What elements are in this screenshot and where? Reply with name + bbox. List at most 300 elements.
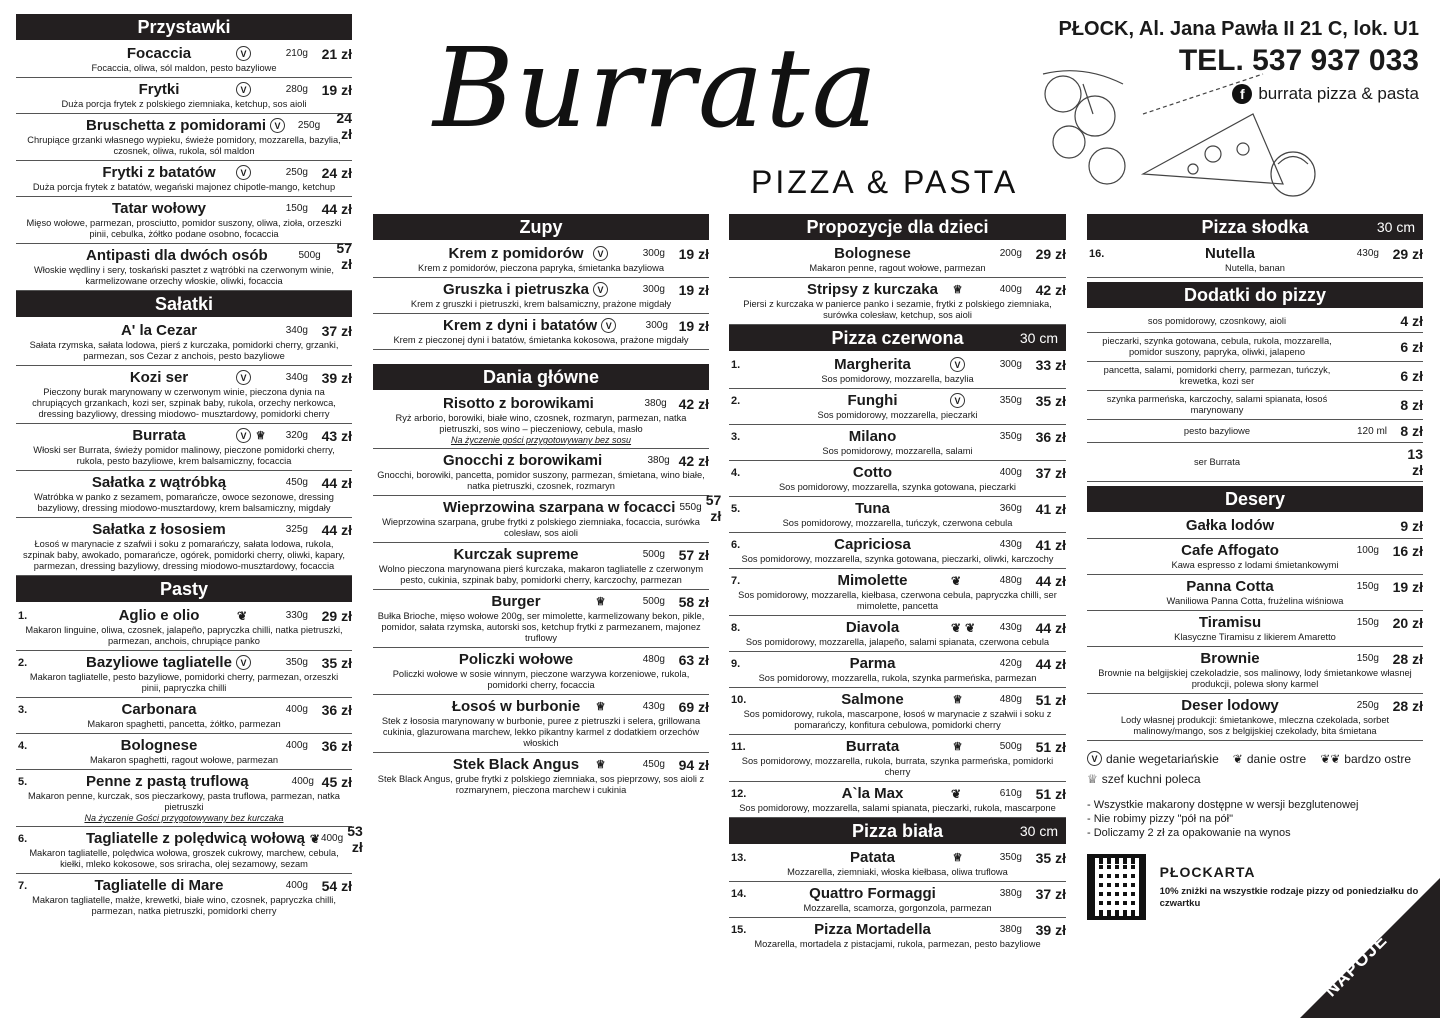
item-description: Chrupiące grzanki własnego wypieku, świeże pomidory, mozzarella, bazylia, czosnek, oliwa, rukola, sól maldon [27, 135, 341, 156]
menu-item[interactable] [16, 197, 352, 244]
menu-item[interactable] [729, 242, 1066, 278]
item-name: Tagliatelle z polędwicą wołową [86, 830, 305, 847]
item-weight: 150g [1356, 653, 1379, 664]
legend-vege [1087, 751, 1219, 766]
menu-item[interactable] [16, 822, 363, 874]
item-weight: 420g [999, 658, 1022, 669]
item-name: Sałatka z łososiem [92, 521, 226, 538]
addon-row[interactable] [1087, 420, 1423, 443]
legend-vege-label: danie wegetariańskie [1106, 751, 1219, 766]
item-price: 57 zł [336, 239, 352, 272]
section-header [1087, 282, 1423, 308]
item-number: 15. [731, 923, 747, 936]
menu-item[interactable] [729, 353, 1066, 389]
item-weight: 480g [642, 654, 665, 665]
addon-price: 8 zł [1400, 423, 1423, 439]
menu-item-row [373, 697, 709, 716]
vege-icon: V [236, 165, 251, 180]
addon-row[interactable] [1087, 333, 1423, 362]
menu-item[interactable] [729, 425, 1066, 461]
menu-item-row [16, 321, 352, 340]
item-weight: 250g [1356, 700, 1379, 711]
section-title: Desery [1224, 488, 1286, 509]
item-icons [950, 692, 986, 707]
item-price: 44 zł [1035, 619, 1066, 636]
item-price: 44 zł [321, 200, 352, 217]
item-weight: 250g [297, 120, 321, 131]
item-description: Sos pomidorowy, mozzarella, tuńczyk, czerwona cebula [782, 518, 1013, 528]
item-name: Bruschetta z pomidorami [86, 117, 267, 134]
item-description: Pieczony burak marynowany w czerwonym winie, pieczona dynia na chrupiących grzankach, kozi ser, szpinak baby, rukola, orzechy nerkowca, dressing bazyliowy, dressing miodowo- musztardowy, pomidorki cherry [32, 387, 336, 419]
item-price: 41 zł [1035, 500, 1066, 517]
addon-description: szynka parmeńska, karczochy, salami spianata, łosoś marynowany [1106, 394, 1328, 415]
section-title: Przystawki [137, 16, 231, 37]
item-name: Patata [849, 849, 896, 866]
item-price: 19 zł [321, 81, 352, 98]
item-icons [593, 594, 629, 609]
menu-item[interactable] [16, 239, 352, 291]
item-number: 5. [18, 775, 28, 788]
item-icons [236, 370, 272, 385]
menu-item[interactable] [16, 518, 352, 576]
item-icons [236, 46, 272, 61]
item-name: Burger [491, 593, 541, 610]
menu-item[interactable] [1087, 647, 1423, 694]
vege-icon: V [236, 370, 251, 385]
menu-item[interactable] [373, 543, 709, 590]
menu-item[interactable] [1087, 694, 1423, 741]
item-price: 53 zł [347, 822, 363, 855]
item-number: 8. [731, 621, 741, 634]
menu-item-row [373, 491, 722, 524]
item-number: 5. [731, 502, 741, 515]
item-name: Krem z dyni i batatów [443, 317, 598, 334]
item-icons [950, 739, 986, 754]
item-description: Sos pomidorowy, mozzarella, szynka gotowana, pieczarki [778, 482, 1016, 492]
addon-description: pieczarki, szynka gotowana, cebula, rukola, mozzarella, pomidor suszony, papryka, oliwki, jalapeno [1102, 336, 1332, 357]
menu-item[interactable] [373, 314, 709, 350]
menu-item-row [729, 355, 1066, 374]
menu-item[interactable] [1087, 575, 1423, 611]
menu-item[interactable] [373, 392, 709, 449]
item-price: 42 zł [678, 395, 709, 412]
item-description: Focaccia, oliwa, sól maldon, pesto bazyliowe [91, 63, 277, 73]
menu-item[interactable] [373, 242, 709, 278]
item-price: 51 zł [1035, 691, 1066, 708]
menu-item[interactable] [729, 616, 1066, 652]
menu-item[interactable] [16, 42, 352, 78]
item-weight: 350g [285, 657, 308, 668]
item-description: Makaron penne, ragout wołowe, parmezan [809, 263, 986, 273]
item-description: Sos pomidorowy, mozzarella, bazylia [821, 374, 974, 384]
item-name: Sałatka z wątróbką [91, 474, 227, 491]
item-name: Mimolette [837, 572, 908, 589]
menu-item[interactable] [729, 497, 1066, 533]
item-weight: 380g [647, 455, 670, 466]
legend-chef [1087, 772, 1201, 786]
item-description: Makaron spaghetti, ragout wołowe, parmezan [89, 755, 279, 765]
item-description: Sos pomidorowy, mozzarella, pieczarki [817, 410, 978, 420]
qr-code[interactable] [1087, 854, 1146, 920]
section-size: 30 cm [1019, 823, 1058, 839]
menu-item[interactable] [16, 161, 352, 197]
item-name: Focaccia [126, 45, 192, 62]
menu-item[interactable] [729, 782, 1066, 818]
item-price: 29 zł [1035, 245, 1066, 262]
item-icons [950, 850, 986, 865]
item-description: Mozzarella, ziemniaki, włoska kiełbasa, oliwa truflowa [787, 867, 1008, 877]
item-weight: 250g [285, 167, 308, 178]
item-price: 24 zł [321, 164, 352, 181]
item-weight: 340g [285, 325, 308, 336]
addon-row[interactable] [1087, 362, 1423, 391]
menu-item[interactable] [16, 471, 352, 518]
item-price: 19 zł [1392, 578, 1423, 595]
menu-item-row [16, 473, 352, 492]
item-name: Quattro Formaggi [809, 885, 936, 902]
item-number: 6. [731, 538, 741, 551]
item-price: 35 zł [1035, 392, 1066, 409]
addon-row[interactable] [1087, 310, 1423, 333]
item-description: Stek Black Angus, grube frytki z polskiego ziemniaka, sos pieprzowy, sos aioli z rozmarynem, pieczona marchew i cukinia [377, 774, 705, 795]
item-description: Gnocchi, borowiki, pancetta, pomidor suszony, parmezan, śmietana, wino białe, natka pietruszki, czosnek, rozmaryn [377, 470, 705, 491]
menu-item-row [1087, 613, 1423, 632]
section-header [729, 818, 1066, 844]
item-weight: 400g [291, 776, 314, 787]
item-price: 54 zł [321, 877, 352, 894]
vege-icon: V [236, 428, 251, 443]
vege-icon: V [236, 46, 251, 61]
item-number: 1. [731, 358, 741, 371]
item-name: Cafe Affogato [1181, 542, 1279, 559]
menu-item-row [16, 239, 352, 272]
item-price: 51 zł [1035, 738, 1066, 755]
column-4 [1087, 214, 1423, 920]
menu-item[interactable] [16, 109, 352, 161]
item-name: Frytki z batatów [102, 164, 216, 181]
address: PŁOCK, Al. Jana Pawła II 21 C, lok. U1 [1058, 18, 1419, 40]
item-price: 57 zł [678, 546, 709, 563]
menu-item[interactable] [373, 278, 709, 314]
menu-item[interactable] [16, 366, 352, 424]
menu-item-row [729, 571, 1066, 590]
item-weight: 430g [999, 622, 1022, 633]
menu-item[interactable] [729, 569, 1066, 616]
item-description: Makaron tagliatelle, polędwica wołowa, groszek cukrowy, marchew, cebula, kiełki, mleko kokosowe, sos sriracha, olej sezamowy, sezam [29, 848, 339, 869]
section-header [373, 364, 709, 390]
menu-item[interactable] [373, 491, 722, 543]
menu-item-row [373, 316, 709, 335]
menu-item-row [373, 545, 709, 564]
legend-chef-label: szef kuchni poleca [1101, 772, 1201, 786]
item-description: Makaron penne, kurczak, sos pieczarkowy, pasta truflowa, parmezan, natka pietruszki [28, 791, 340, 812]
item-number: 10. [731, 693, 747, 706]
item-weight: 300g [999, 359, 1022, 370]
item-price: 44 zł [1035, 572, 1066, 589]
item-number: 2. [18, 656, 28, 669]
item-price: 44 zł [1035, 655, 1066, 672]
item-weight: 450g [285, 477, 308, 488]
section-header [729, 325, 1066, 351]
item-name: Brownie [1200, 650, 1260, 667]
item-price: 63 zł [678, 651, 709, 668]
legend-row [1087, 751, 1423, 766]
drinks-corner[interactable] [1300, 878, 1440, 1018]
item-weight: 380g [644, 398, 667, 409]
menu-item[interactable] [1087, 611, 1423, 647]
item-price: 57 zł [705, 491, 722, 524]
addon-row[interactable] [1087, 391, 1423, 420]
item-name: Bazyliowe tagliatelle [86, 654, 232, 671]
menu-item[interactable] [16, 770, 352, 827]
item-weight: 210g [285, 48, 308, 59]
menu-item-row [16, 606, 352, 625]
menu-item-row [729, 784, 1066, 803]
item-description: Makaron tagliatelle, małże, krewetki, białe wino, czosnek, papryczka chilli, parmezan, natka pietruszki, pomidorki cherry [32, 895, 336, 916]
menu-item[interactable] [729, 389, 1066, 425]
header [373, 14, 1423, 204]
item-icons [236, 428, 272, 443]
item-name: Bolognese [834, 245, 911, 262]
menu-item-row [16, 80, 352, 99]
chef-icon: ♕ [1087, 772, 1098, 786]
item-price: 21 zł [321, 45, 352, 62]
item-weight: 350g [999, 431, 1022, 442]
item-name: Risotto z borowikami [443, 395, 594, 412]
menu-item[interactable] [729, 461, 1066, 497]
item-description: Sos pomidorowy, mozzarella, szynka gotowana, pieczarki, oliwki, karczochy [741, 554, 1054, 564]
menu-item[interactable] [729, 652, 1066, 688]
menu-item[interactable] [16, 424, 352, 471]
menu-item-row [16, 772, 352, 791]
item-number: 1. [18, 609, 28, 622]
legend-hot-label: danie ostre [1246, 751, 1307, 766]
item-name: Burrata [845, 738, 900, 755]
chef-icon: ♕ [595, 759, 606, 771]
item-name: Aglio e olio [118, 607, 200, 624]
item-name: Nutella [1204, 245, 1255, 262]
addon-row[interactable] [1087, 443, 1423, 482]
food-sketch-illustration [1023, 54, 1323, 204]
menu-item[interactable] [729, 278, 1066, 325]
item-icons [950, 357, 986, 372]
vege-icon: V [601, 318, 616, 333]
menu-item[interactable] [16, 734, 352, 770]
item-weight: 300g [645, 320, 668, 331]
notes [1087, 798, 1423, 840]
menu-item-row [16, 199, 352, 218]
item-description: Policzki wołowe w sosie winnym, pieczone warzywa korzeniowe, rukola, pomidorki cherry, focaccia [392, 669, 690, 690]
item-number: 2. [731, 394, 741, 407]
item-price: 94 zł [678, 756, 709, 773]
item-icons [309, 831, 321, 846]
column-3 [729, 214, 1066, 953]
item-name: Bolognese [120, 737, 198, 754]
item-number: 7. [18, 879, 28, 892]
menu-item-row [729, 427, 1066, 446]
item-price: 37 zł [1035, 464, 1066, 481]
item-name: Gruszka i pietruszka [443, 281, 589, 298]
item-price: 16 zł [1392, 542, 1423, 559]
menu-item-row [16, 520, 352, 539]
menu-item[interactable] [373, 449, 709, 496]
menu-item-row [729, 391, 1066, 410]
item-name: Tuna [855, 500, 890, 517]
menu-item[interactable] [1087, 539, 1423, 575]
item-name: Pizza Mortadella [814, 921, 931, 938]
section-header [729, 214, 1066, 240]
phone-number[interactable]: TEL. 537 937 033 [1178, 44, 1419, 77]
addon-price: 13 zł [1407, 446, 1423, 478]
menu-item-row [1087, 649, 1423, 668]
item-price: 39 zł [321, 369, 352, 386]
menu-item[interactable] [373, 590, 709, 648]
note-line: - Doliczamy 2 zł za opakowanie na wynos [1087, 827, 1291, 839]
item-description: Sos pomidorowy, mozzarella, kiełbasa, czerwona cebula, papryczka chilli, ser mimolette, pancetta [738, 590, 1057, 611]
item-description: Lody własnej produkcji: śmietankowe, mleczna czekolada, sorbet malinowy/mango, sos z belgijskiej czekolady, bita śmietana [1120, 715, 1390, 736]
menu-item[interactable] [729, 918, 1066, 953]
addon-description: ser Burrata [1194, 456, 1240, 467]
item-name: Frytki [138, 81, 180, 98]
menu-item[interactable] [729, 735, 1066, 782]
item-description: Mięso wołowe, parmezan, prosciutto, pomidor suszony, oliwa, zioła, orzeszki pinii, cebulka, żółtko podane osobno, focaccia [26, 218, 342, 239]
menu-item[interactable] [729, 846, 1066, 882]
item-price: 19 zł [678, 317, 709, 334]
item-number: 9. [731, 657, 741, 670]
menu-item-row [16, 163, 352, 182]
chef-icon: ♕ [952, 694, 963, 706]
menu-item-row [373, 451, 709, 470]
item-name: Salmone [841, 691, 904, 708]
menu-item[interactable] [16, 874, 352, 920]
chili-icon: ❦ [950, 573, 962, 588]
menu-item-row [729, 280, 1066, 299]
menu-item[interactable] [16, 604, 352, 651]
menu-item-row [373, 650, 709, 669]
item-description: Łosoś w marynacie z szafwii i soku z pomarańczy, sałata lodowa, rukola, szpinak baby, awokado, pomarańcze, ogórek, pomidorki cherry, oliwki, kapary, parmezan, dressing bazyliowy, dressing miodowo-musztardowy, focaccia [23, 539, 345, 571]
vege-icon: V [950, 357, 965, 372]
section-title: Zupy [519, 216, 563, 237]
item-name: Antipasti dla dwóch osób [86, 247, 268, 264]
item-weight: 550g [679, 502, 702, 513]
item-weight: 330g [285, 610, 308, 621]
item-description: Kawa espresso z lodami śmietankowymi [1171, 560, 1339, 570]
item-price: 33 zł [1035, 356, 1066, 373]
menu-item[interactable] [373, 695, 709, 753]
menu-item[interactable] [729, 688, 1066, 735]
legend-hot [1233, 752, 1306, 766]
item-name: Kurczak supreme [453, 546, 579, 563]
item-price: 42 zł [678, 452, 709, 469]
menu-item-row [729, 737, 1066, 756]
menu-item[interactable] [1087, 242, 1423, 278]
item-weight: 280g [285, 84, 308, 95]
item-weight: 450g [642, 759, 665, 770]
addon-volume: 120 ml [1356, 425, 1387, 437]
item-name: Policzki wołowe [458, 651, 574, 668]
addon-description: sos pomidorowy, czosnkowy, aioli [1147, 315, 1287, 326]
item-name: Parma [849, 655, 896, 672]
item-weight: 350g [999, 395, 1022, 406]
menu-item-row [373, 755, 709, 774]
drinks-label: NAPOJE [1320, 929, 1391, 1001]
menu-item-row [373, 394, 709, 413]
item-weight: 200g [999, 248, 1022, 259]
menu-item[interactable] [16, 651, 352, 698]
menu-item[interactable] [16, 78, 352, 114]
menu-item-row [1087, 244, 1423, 263]
menu-item-row [729, 535, 1066, 554]
promo-brand: PŁOCKARTA [1159, 864, 1256, 880]
item-number: 7. [731, 574, 741, 587]
menu-item-row [16, 44, 352, 63]
item-name: Funghi [847, 392, 898, 409]
item-description: Piersi z kurczaka w panierce panko i sezamie, frytki z polskiego ziemniaka, surówka colesław, ketchup, sos aioli [743, 299, 1052, 320]
item-icons [593, 757, 629, 772]
item-weight: 400g [999, 467, 1022, 478]
item-description: Sos pomidorowy, mozzarella, salami spianata, pieczarki, rukola, mascarpone [739, 803, 1056, 813]
item-icons [593, 282, 629, 297]
menu-item[interactable] [16, 698, 352, 734]
item-price: 29 zł [1392, 245, 1423, 262]
item-description: Watróbka w panko z sezamem, pomarańcze, owoce sezonowe, dressing bazyliowy, dressing miodowo-musztardowy, krem balsamiczny, migdały [34, 492, 334, 513]
item-name: Cotto [852, 464, 893, 481]
item-name: Carbonara [121, 701, 197, 718]
section-title: Pizza czerwona [831, 327, 964, 348]
section-header [1087, 486, 1423, 512]
section-title: Dodatki do pizzy [1183, 284, 1326, 305]
menu-item-row [373, 592, 709, 611]
item-weight: 400g [285, 740, 308, 751]
item-description: Wolno pieczona marynowana pierś kurczaka, makaron tagliatelle z czerwonym pesto, cukinia, szpinak baby, pomidorki cherry, karczochy, parmezan [378, 564, 704, 585]
item-icons [950, 573, 986, 588]
menu-item-row [16, 368, 352, 387]
item-price: 45 zł [321, 773, 353, 790]
item-weight: 300g [642, 248, 665, 259]
menu-item[interactable] [373, 753, 709, 799]
item-price: 58 zł [678, 593, 709, 610]
item-price: 35 zł [321, 654, 352, 671]
menu-item-row [729, 499, 1066, 518]
item-description: Makaron spaghetti, pancetta, żółtko, parmezan [87, 719, 281, 729]
tagline: PIZZA & PASTA [751, 164, 1019, 200]
section-header [1087, 214, 1423, 240]
item-description: Krem z pieczonej dyni i batatów, śmietanka kokosowa, prażone migdały [393, 335, 689, 345]
menu-item[interactable] [729, 533, 1066, 569]
item-weight: 400g [999, 284, 1022, 295]
item-number: 16. [1089, 247, 1105, 260]
item-weight: 325g [285, 524, 308, 535]
item-description: Mozarella, mortadela z pistacjami, rukola, parmezan, pesto bazyliowe [754, 939, 1041, 949]
menu-item[interactable] [16, 319, 352, 366]
note-line: - Wszystkie makarony dostępne w wersji bezglutenowej [1087, 799, 1359, 811]
item-description: Duża porcja frytek z batatów, wegański majonez chipotle-mango, ketchup [32, 182, 336, 192]
chef-icon: ♕ [595, 596, 606, 608]
menu-item[interactable] [729, 882, 1066, 918]
menu-item[interactable] [373, 648, 709, 695]
item-name: Diavola [845, 619, 900, 636]
item-weight: 150g [285, 203, 308, 214]
item-price: 37 zł [321, 322, 352, 339]
facebook-icon: f [1232, 84, 1252, 104]
item-weight: 400g [285, 880, 308, 891]
item-price: 19 zł [678, 245, 709, 262]
item-weight: 500g [298, 250, 321, 261]
section-title: Dania główne [482, 366, 599, 387]
item-name: Milano [848, 428, 897, 445]
menu-item[interactable] [1087, 514, 1423, 539]
item-name: Tatar wołowy [112, 200, 206, 217]
